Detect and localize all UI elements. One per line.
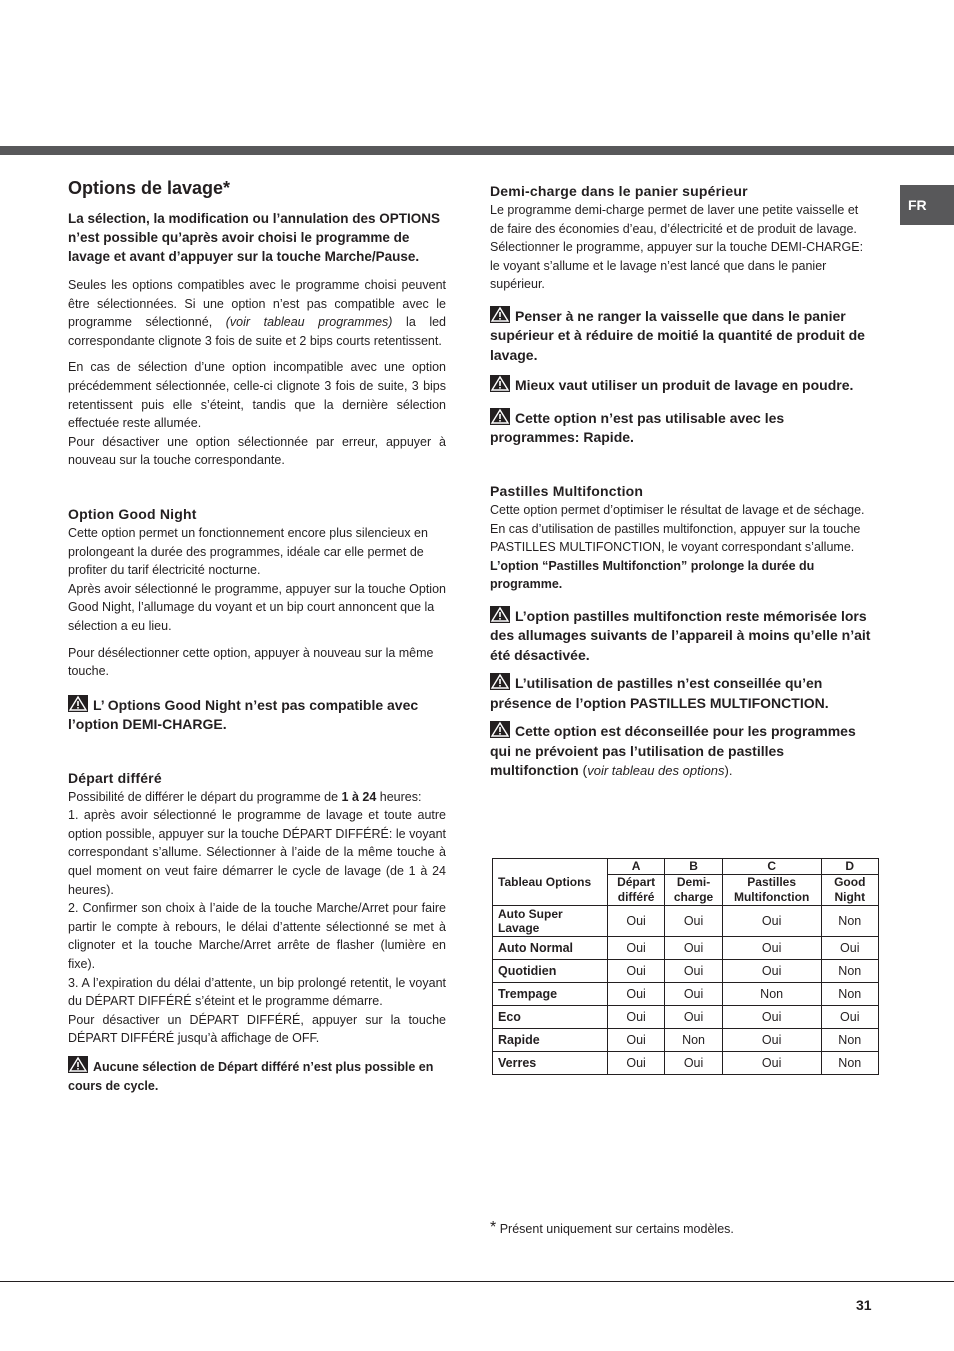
column-header: Pastilles Multifonction xyxy=(722,875,821,906)
good-night-paragraph-3: Pour désélectionner cette option, appuyer à nouveau sur la même touche. xyxy=(68,645,434,679)
text-italic: (voir tableau programmes) xyxy=(225,315,393,330)
pastilles-paragraph-1: Cette option permet d’optimiser le résultat de lavage et de séchage. xyxy=(490,502,865,517)
table-cell: Oui xyxy=(665,906,722,937)
text: ). xyxy=(724,763,733,779)
table-cell: Non xyxy=(665,1029,722,1052)
table-cell: Oui xyxy=(722,960,821,983)
column-letter: D xyxy=(821,859,878,875)
table-cell: Oui xyxy=(722,1006,821,1029)
table-cell: Oui xyxy=(821,1006,878,1029)
warning-triangle-icon xyxy=(490,606,510,623)
table-cell: Non xyxy=(821,983,878,1006)
depart-step-2: 2. Confirmer son choix à l’aide de la touche Marche/Arret pour faire partir le compte à rebours, le délai d’attente sélectionné se met à clignoter et la touche Marche/Arret arrête de flasher (lumière en fixe). xyxy=(68,901,446,972)
text: Cette option est déconseillée pour les programmes qui ne prévoient pas l’utilisation de pastilles multifonction xyxy=(490,723,856,779)
demi-charge-paragraph: Le programme demi-charge permet de laver une petite vaisselle et de faire des économies d’eau, d’électricité et de produit de lavage. Sélectionner le programme, appuyer sur la touche DEMI-CHARGE: le voyant s’allume et le lavage n’est lancé que dans le panier supérieur. xyxy=(490,203,864,292)
text: L’ Options Good Night n’est pas compatible avec l’option DEMI-CHARGE. xyxy=(68,696,419,733)
options-paragraph-1 xyxy=(68,276,446,350)
table-cell: Oui xyxy=(607,937,664,960)
table-cell: Oui xyxy=(665,1052,722,1075)
intro-notice: La sélection, la modification ou l’annulation des OPTIONS n’est possible qu’après avoir choisi le programme de lavage et avant d’appuyer sur la touche Marche/Pause. xyxy=(68,211,441,264)
table-cell: Oui xyxy=(665,960,722,983)
pastilles-warning-2 xyxy=(490,673,872,713)
right-column xyxy=(490,183,872,781)
language-tab: FR xyxy=(900,185,954,225)
good-night-paragraph-1: Cette option permet un fonctionnement encore plus silencieux en prolongeant la durée des programmes, idéale car elle permet de profiter du tarif électricité nocturne. xyxy=(68,525,428,578)
text: Mieux vaut utiliser un produit de lavage en poudre. xyxy=(515,377,854,394)
page-number: 31 xyxy=(856,1297,872,1313)
depart-step-3: 3. A l’expiration du délai d’attente, un bip prolongé retentit, le voyant du DÉPART DIFFÉRÉ s’éteint et le programme démarre. xyxy=(68,975,446,1009)
table-row xyxy=(493,983,879,1006)
table-cell: Oui xyxy=(607,960,664,983)
demi-charge-warning-2 xyxy=(490,375,872,396)
column-header: Good Night xyxy=(821,875,878,906)
depart-warning xyxy=(68,1056,446,1096)
pastilles-warning-1 xyxy=(490,606,872,666)
table-cell: Oui xyxy=(607,1006,664,1029)
table-cell: Oui xyxy=(722,906,821,937)
good-night-heading: Option Good Night xyxy=(68,505,197,522)
footnote-text: Présent uniquement sur certains modèles. xyxy=(499,1222,734,1236)
footer-divider xyxy=(0,1281,954,1282)
column-header: Demi-charge xyxy=(665,875,722,906)
table-cell: Non xyxy=(821,960,878,983)
table-cell: Oui xyxy=(722,1029,821,1052)
column-letter: A xyxy=(607,859,664,875)
table-cell: Oui xyxy=(722,1052,821,1075)
text-bold: L’option “Pastilles Multifonction” prolonge la durée du programme. xyxy=(490,558,815,592)
depart-step-1: 1. après avoir sélectionné le programme de lavage et toute autre option possible, appuyer sur la touche DÉPART DIFFÉRÉ: le voyant correspondant s’allume. Sélectionner à l’aide de la même touche à quel moment on veut faire démarrer le cycle de lavage (de 1 à 24 heures). xyxy=(68,808,446,897)
options-paragraph-3: Pour désactiver une option sélectionnée par erreur, appuyer à nouveau sur la touche correspondante. xyxy=(68,434,446,468)
text: heures: xyxy=(376,789,422,804)
demi-charge-warning-1 xyxy=(490,306,872,366)
row-name: Quotidien xyxy=(493,960,608,983)
good-night-paragraph-2: Après avoir sélectionné le programme, appuyer sur la touche Option Good Night, l’allumage du voyant et un bip court annoncent que la sélection a eu lieu. xyxy=(68,581,446,633)
table-corner-label: Tableau Options xyxy=(493,859,608,906)
table-cell: Oui xyxy=(665,1006,722,1029)
warning-triangle-icon xyxy=(490,408,510,425)
pastilles-warning-3 xyxy=(490,721,872,781)
options-paragraph-2: En cas de sélection d’une option incompatible avec une option précédemment sélectionnée, celle-ci clignote 3 fois de suite, 3 bips retentissent puis elle s’éteint, tandis que la dernière sélection effectuée reste allumée. xyxy=(68,360,446,431)
row-name: Eco xyxy=(493,1006,608,1029)
warning-triangle-icon xyxy=(490,673,510,690)
table-row xyxy=(493,1052,879,1075)
table-cell: Non xyxy=(821,906,878,937)
row-name: Auto Normal xyxy=(493,937,608,960)
text: En cas d’utilisation de pastilles multifonction, appuyer sur la touche PASTILLES MULTIFONCTION, le voyant correspondant s’allume. xyxy=(490,521,861,555)
options-table xyxy=(492,858,879,1075)
text: Possibilité de différer le départ du programme de xyxy=(68,789,342,804)
row-name: Verres xyxy=(493,1052,608,1075)
footnote-star: * xyxy=(490,1219,497,1236)
depart-paragraph-1 xyxy=(68,788,446,807)
table-cell: Non xyxy=(722,983,821,1006)
table-cell: Oui xyxy=(607,1052,664,1075)
column-letter: B xyxy=(665,859,722,875)
table-cell: Oui xyxy=(607,1029,664,1052)
text: Penser à ne ranger la vaisselle que dans le panier supérieur et à réduire de moitié la quantité de produit de lavage. xyxy=(490,307,865,363)
text-bold: 1 à 24 xyxy=(341,789,377,804)
page-title: Options de lavage* xyxy=(68,178,231,198)
text: Seules les options compatibles avec le programme choisi peuvent être sélectionnées. Si une option n’est pas compatible avec le programme sélectionné, xyxy=(68,278,446,330)
footnote xyxy=(490,1219,734,1240)
row-name: Trempage xyxy=(493,983,608,1006)
text: Cette option n’est pas utilisable avec les programmes: Rapide. xyxy=(490,409,785,446)
demi-charge-warning-3 xyxy=(490,408,872,448)
table-row xyxy=(493,1029,879,1052)
table-cell: Oui xyxy=(665,983,722,1006)
warning-triangle-icon xyxy=(490,306,510,323)
text: la led correspondante clignote 3 fois de suite et 2 bips courts retentissent. xyxy=(68,315,446,348)
left-column xyxy=(68,178,446,1096)
table-row xyxy=(493,937,879,960)
column-header: Départ différé xyxy=(607,875,664,906)
table-cell: Oui xyxy=(607,906,664,937)
text: ( xyxy=(578,762,588,779)
text: Aucune sélection de Départ différé n’est plus possible en cours de cycle. xyxy=(68,1060,434,1093)
pastilles-paragraph-2 xyxy=(490,520,872,594)
table-row xyxy=(493,960,879,983)
table-row xyxy=(493,1006,879,1029)
table-cell: Oui xyxy=(607,983,664,1006)
text: L’utilisation de pastilles n’est conseillée qu’en présence de l’option PASTILLES MULTIFONCTION. xyxy=(490,675,829,711)
depart-differe-heading: Départ différé xyxy=(68,769,162,786)
header-bar xyxy=(0,146,954,155)
table-cell: Oui xyxy=(722,937,821,960)
depart-deactivate: Pour désactiver un DÉPART DIFFÉRÉ, appuyer sur la touche DÉPART DIFFÉRÉ jusqu’à affichage de OFF. xyxy=(68,1012,446,1046)
table-cell: Oui xyxy=(665,937,722,960)
good-night-warning xyxy=(68,695,446,735)
warning-triangle-icon xyxy=(490,375,510,392)
row-name: Rapide xyxy=(493,1029,608,1052)
warning-triangle-icon xyxy=(68,695,88,712)
table-cell: Non xyxy=(821,1029,878,1052)
column-letter: C xyxy=(722,859,821,875)
row-name: Auto Super Lavage xyxy=(493,906,608,937)
table-cell: Non xyxy=(821,1052,878,1075)
warning-triangle-icon xyxy=(68,1056,88,1073)
text: L’option pastilles multifonction reste mémorisée lors des allumages suivants de l’appareil à moins qu’elle n’ait été désactivée. xyxy=(490,607,871,663)
demi-charge-heading: Demi-charge dans le panier supérieur xyxy=(490,183,748,199)
pastilles-heading: Pastilles Multifonction xyxy=(490,482,644,499)
warning-triangle-icon xyxy=(490,721,510,738)
text-italic: voir tableau des options xyxy=(587,763,725,779)
table-cell: Oui xyxy=(821,937,878,960)
table-row xyxy=(493,906,879,937)
